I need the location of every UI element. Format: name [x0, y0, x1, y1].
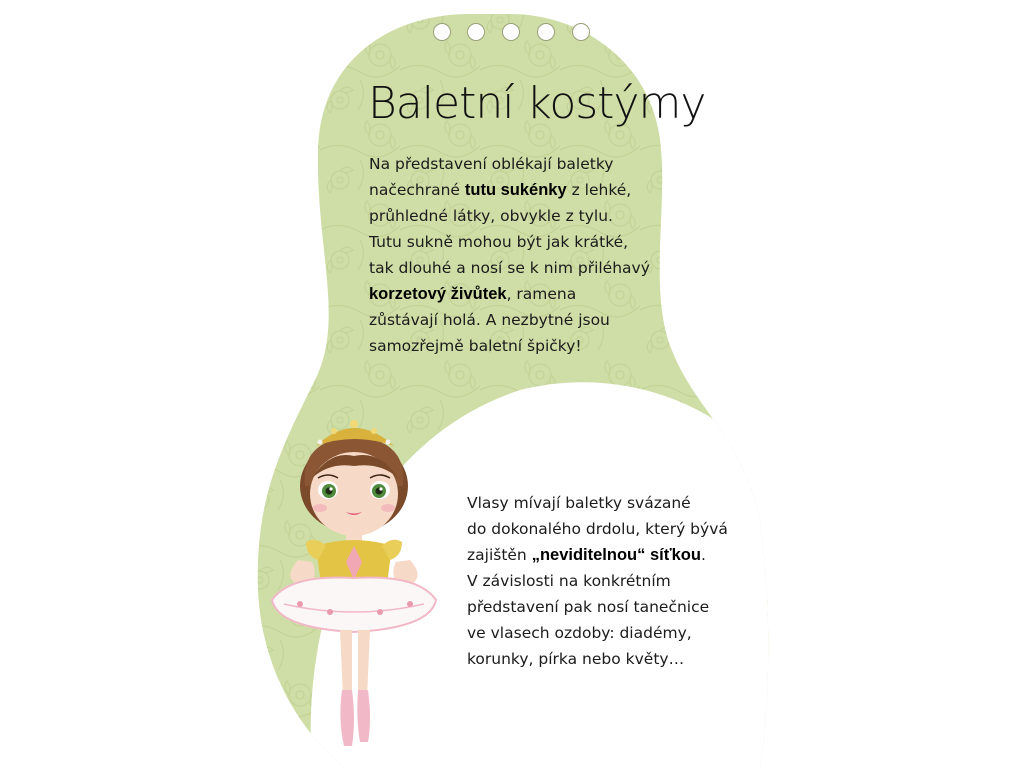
text-run: korunky, pírka nebo květy…: [467, 650, 685, 668]
emphasized-term: „neviditelnou“ síťkou: [531, 546, 701, 564]
text-run: zajištěn: [467, 546, 532, 564]
text-run: samozřejmě baletní špičky!: [369, 337, 582, 355]
text-run: představení pak nosí tanečnice: [467, 598, 710, 616]
text-run: průhledné látky, obvykle z tylu.: [369, 207, 613, 225]
text-run: načechrané: [369, 181, 465, 199]
text-line: [467, 646, 767, 672]
text-run: Vlasy mívají baletky svázané: [467, 494, 691, 512]
text-run: .: [700, 546, 706, 564]
text-run: z lehké,: [566, 181, 632, 199]
text-line: [369, 333, 669, 359]
text-run: Tutu sukně mohou být jak krátké,: [369, 233, 629, 251]
text-line: [369, 255, 669, 281]
text-line: [467, 568, 767, 594]
text-run: V závislosti na konkrétním: [467, 572, 671, 590]
text-run: tak dlouhé a nosí se k nim přiléhavý: [369, 259, 650, 277]
text-line: [467, 490, 767, 516]
text-line: [369, 307, 669, 333]
text-run: zůstávají holá. A nezbytné jsou: [369, 311, 610, 329]
hair-paragraph: [467, 490, 767, 672]
text-run: ve vlasech ozdoby: diadémy,: [467, 624, 692, 642]
text-run: , ramena: [506, 285, 577, 303]
intro-paragraph: [369, 151, 669, 359]
text-line: [369, 281, 669, 307]
text-line: [369, 229, 669, 255]
emphasized-term: korzetový živůtek: [369, 285, 507, 303]
page-title: Baletní kostýmy: [368, 78, 706, 129]
text-line: [467, 594, 767, 620]
text-line: [369, 151, 669, 177]
text-line: [369, 203, 669, 229]
text-run: Na představení oblékají baletky: [369, 155, 614, 173]
text-line: [467, 620, 767, 646]
emphasized-term: tutu sukénky: [464, 181, 567, 199]
text-line: [467, 516, 767, 542]
text-line: [369, 177, 669, 203]
text-run: do dokonalého drdolu, který bývá: [467, 520, 728, 538]
text-line: [467, 542, 767, 568]
